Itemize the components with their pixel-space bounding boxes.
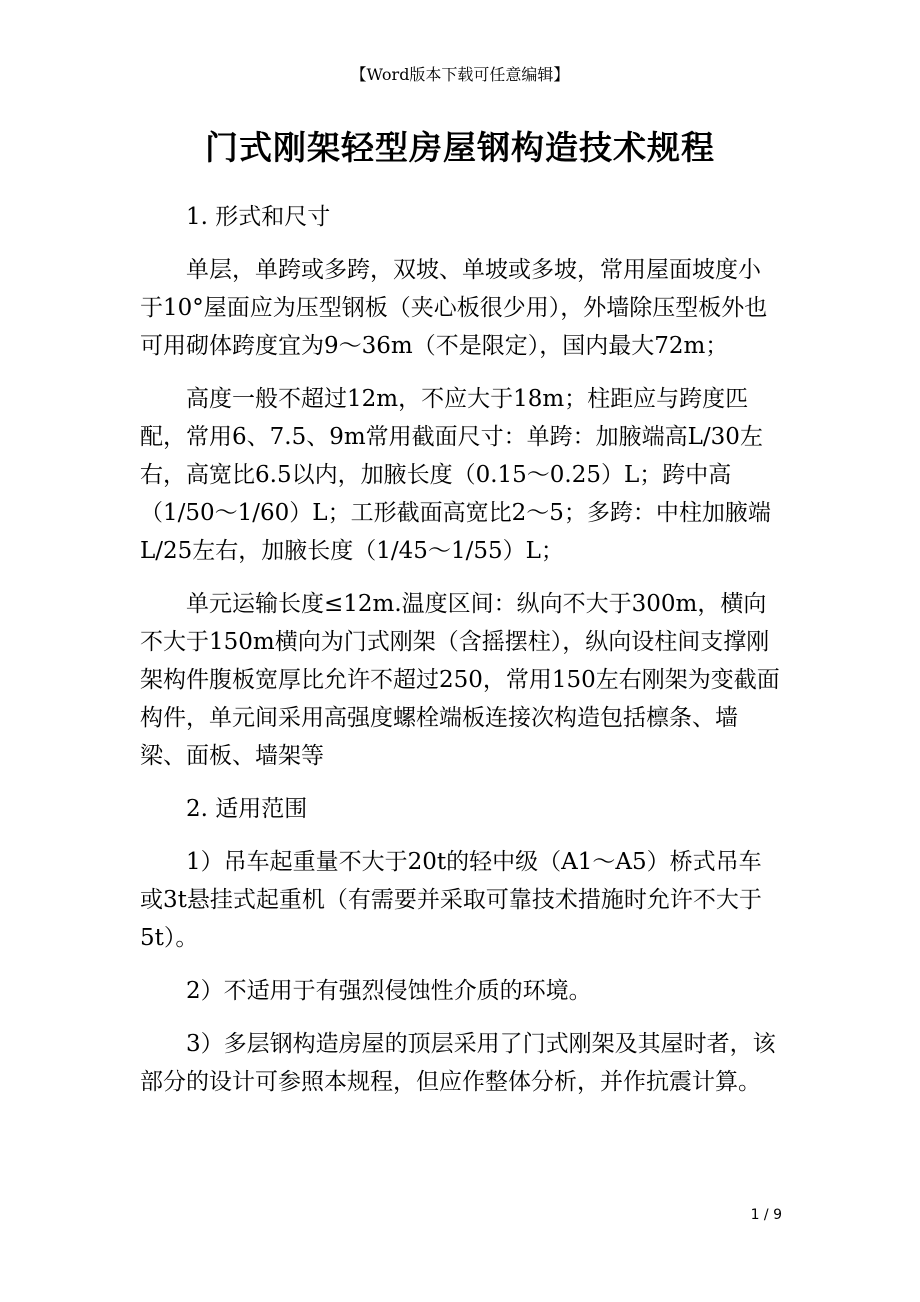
paragraph-corrosion: 2）不适用于有强烈侵蚀性介质的环境。 [186, 978, 592, 1004]
paragraph-multistory: 3）多层钢构造房屋的顶层采用了门式刚架及其屋时者，该部分的设计可参照本规程，但应作整体分析，并作抗震计算。 [140, 1031, 776, 1095]
paragraph-crane: 1）吊车起重量不大于20t的轻中级（A1～A5）桥式吊车或3t悬挂式起重机（有需要并采取可靠技术措施时允许不大于5t）。 [140, 849, 762, 951]
paragraph-height: 高度一般不超过12m，不应大于18m；柱距应与跨度匹配，常用6、7.5、9m常用截面尺寸：单跨：加腋端高L/30左右，高宽比6.5以内，加腋长度（0.15～0.25）L；跨中高（1/50～1/60）L；工形截面高宽比2～5；多跨：中柱加腋端L/25左右，加腋长度（1/45～1/55）L； [140, 386, 771, 564]
section-heading-1: 1. 形式和尺寸 [186, 204, 331, 230]
page-number: 1 / 9 [750, 1207, 782, 1223]
document-body [140, 198, 780, 1101]
download-note: 【Word版本下载可任意编辑】 [350, 65, 570, 84]
document-title: 门式刚架轻型房屋钢构造技术规程 [205, 128, 715, 167]
section-heading-2: 2. 适用范围 [186, 796, 308, 822]
paragraph-form: 单层，单跨或多跨，双坡、单坡或多坡，常用屋面坡度小于10°屋面应为压型钢板（夹心板很少用），外墙除压型板外也可用砌体跨度宜为9～36m（不是限定），国内最大72m； [140, 257, 768, 359]
paragraph-unit: 单元运输长度≤12m.温度区间：纵向不大于300m，横向不大于150m横向为门式刚架（含摇摆柱），纵向设柱间支撑刚架构件腹板宽厚比允许不超过250，常用150左右刚架为变截面构件，单元间采用高强度螺栓端板连接次构造包括檩条、墙梁、面板、墙架等 [140, 591, 780, 769]
